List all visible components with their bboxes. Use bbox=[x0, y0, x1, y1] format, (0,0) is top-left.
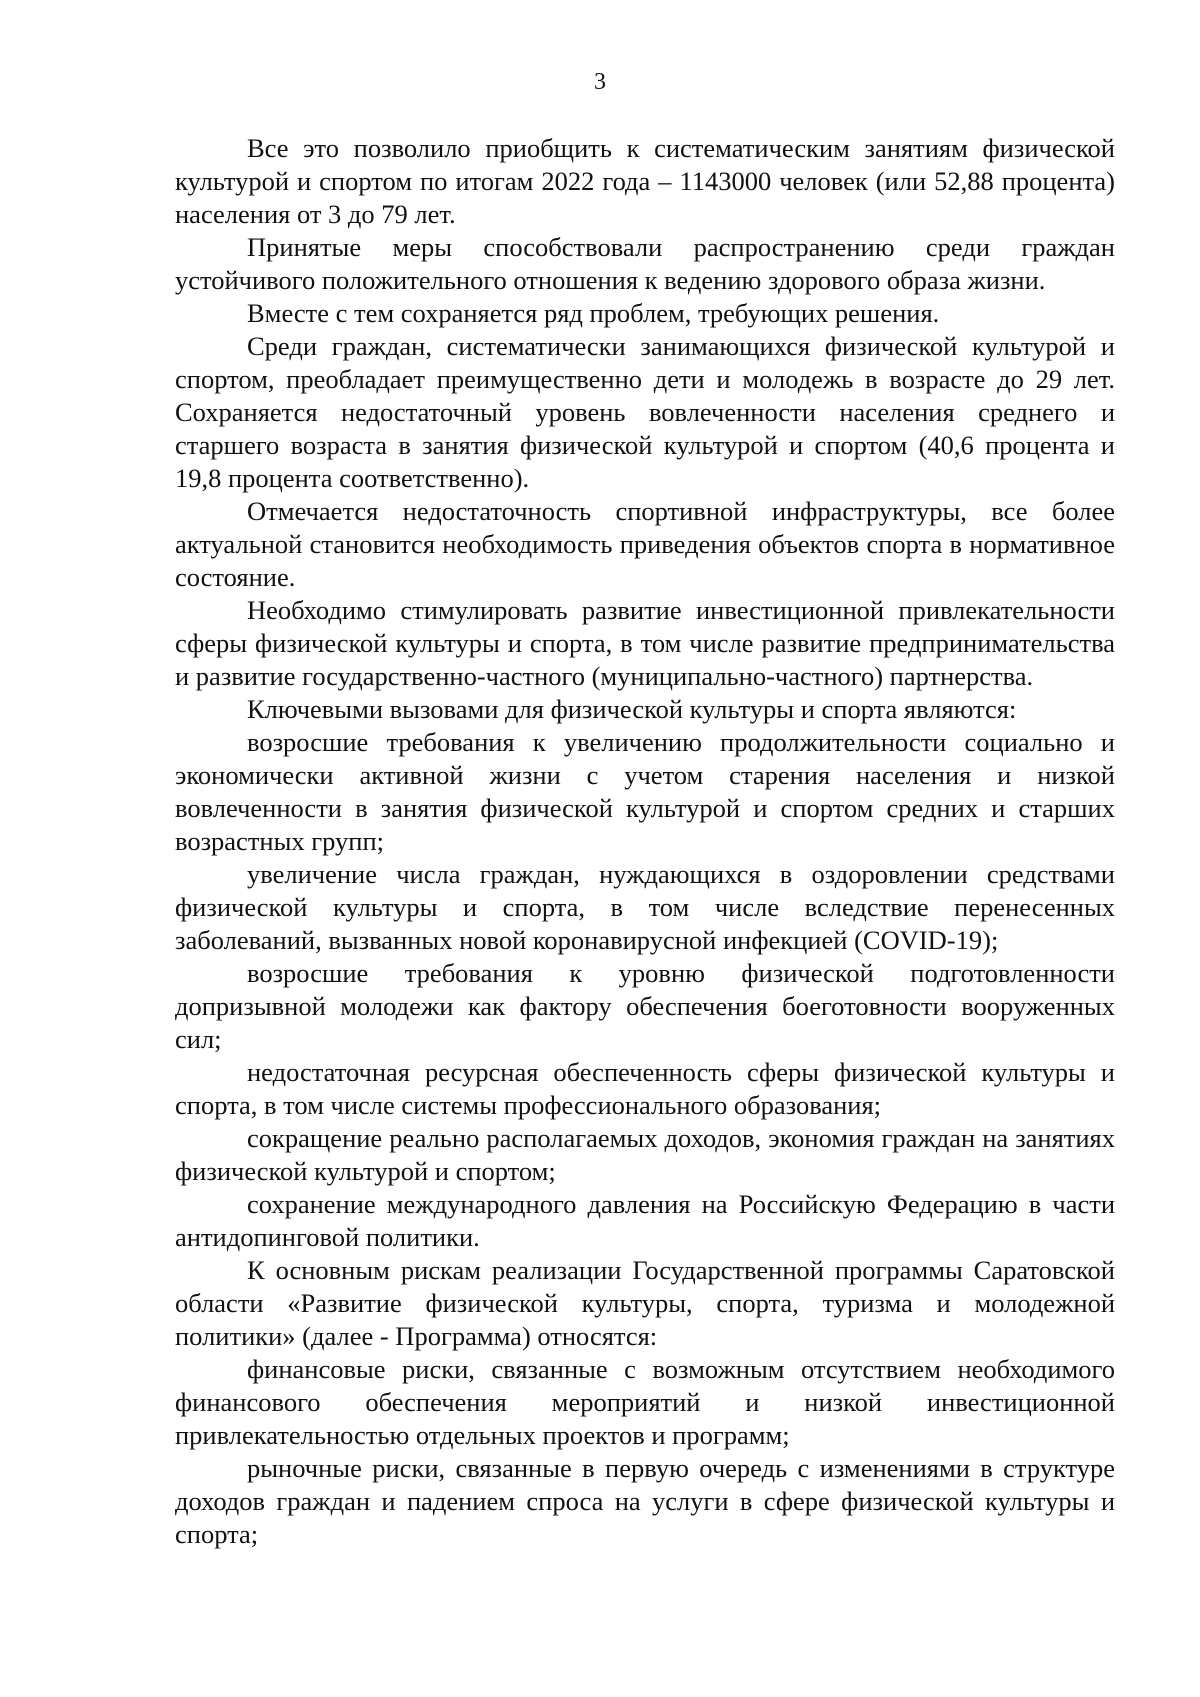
paragraph: Среди граждан, систематически занимающихся физической культурой и спортом, преобладает преимущественно дети и молодежь в возрасте до 29 лет. Сохраняется недостаточный уровень вовлеченности населения среднего и старшего возраста в занятия физической культурой и спортом (40,6 процента и 19,8 процента соответственно). bbox=[175, 331, 1115, 493]
paragraph: Принятые меры способствовали распространению среди граждан устойчивого положительного отношения к ведению здорового образа жизни. bbox=[175, 232, 1115, 295]
document-body bbox=[175, 132, 1115, 1551]
list-item: сохранение международного давления на Российскую Федерацию в части антидопинговой политики. bbox=[175, 1189, 1115, 1252]
paragraph: Необходимо стимулировать развитие инвестиционной привлекательности сферы физической культуры и спорта, в том числе развитие предпринимательства и развитие государственно-частного (муниципально-частного) партнерства. bbox=[175, 595, 1115, 691]
list-item: рыночные риски, связанные в первую очередь с изменениями в структуре доходов граждан и падением спроса на услуги в сфере физической культуры и спорта; bbox=[175, 1453, 1115, 1549]
page-number: 3 bbox=[594, 69, 606, 95]
list-item: увеличение числа граждан, нуждающихся в оздоровлении средствами физической культуры и спорта, в том числе вследствие перенесенных заболеваний, вызванных новой коронавирусной инфекцией (COVID-19); bbox=[175, 859, 1115, 955]
paragraph: Ключевыми вызовами для физической культуры и спорта являются: bbox=[247, 694, 1017, 724]
paragraph: К основным рискам реализации Государственной программы Саратовской области «Развитие физической культуры, спорта, туризма и молодежной политики» (далее - Программа) относятся: bbox=[175, 1255, 1115, 1351]
paragraph: Вместе с тем сохраняется ряд проблем, требующих решения. bbox=[247, 298, 940, 328]
list-item: возросшие требования к уровню физической подготовленности допризывной молодежи как фактору обеспечения боеготовности вооруженных сил; bbox=[175, 958, 1115, 1054]
paragraph: Отмечается недостаточность спортивной инфраструктуры, все более актуальной становится необходимость приведения объектов спорта в нормативное состояние. bbox=[175, 496, 1115, 592]
list-item: недостаточная ресурсная обеспеченность сферы физической культуры и спорта, в том числе системы профессионального образования; bbox=[175, 1057, 1115, 1120]
list-item: сокращение реально располагаемых доходов, экономия граждан на занятиях физической культурой и спортом; bbox=[175, 1123, 1115, 1186]
list-item: финансовые риски, связанные с возможным отсутствием необходимого финансового обеспечения мероприятий и низкой инвестиционной привлекательностью отдельных проектов и программ; bbox=[175, 1354, 1115, 1450]
paragraph: Все это позволило приобщить к систематическим занятиям физической культурой и спортом по итогам 2022 года – 1143000 человек (или 52,88 процента) населения от 3 до 79 лет. bbox=[175, 133, 1115, 229]
list-item: возросшие требования к увеличению продолжительности социально и экономически активной жизни с учетом старения населения и низкой вовлеченности в занятия физической культурой и спортом средних и старших возрастных групп; bbox=[175, 727, 1115, 856]
